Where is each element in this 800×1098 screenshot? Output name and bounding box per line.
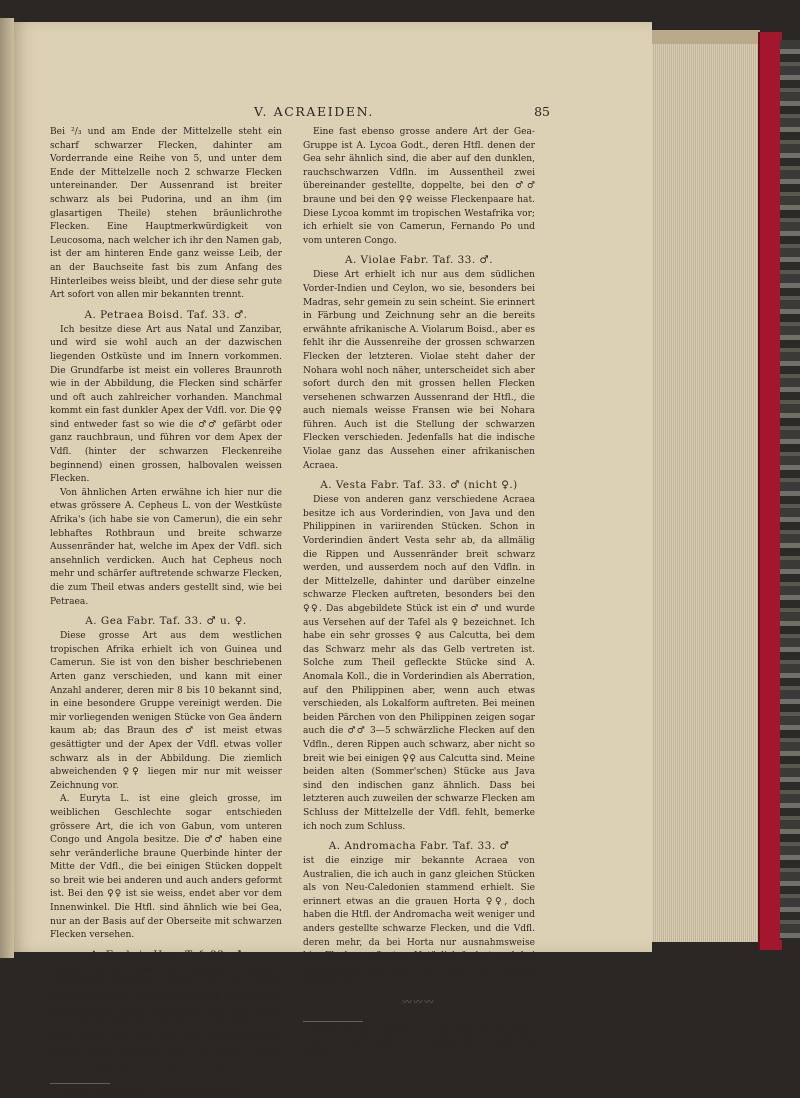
paragraph: Diese grosse Art aus dem westlichen tropischen Afrika erhielt ich von Guinea und Camerun. Sie ist von den bisher beschriebenen Arten ganz verschieden, und kann mit einer Anzahl anderer, deren mir 8 bis 10 bekannt sind, in eine besondere Gruppe vereinigt werden. Die mir vorliegenden wenigen Stücke von Gea ändern kaum ab; das Braun des ♂ ist meist etwas gesättigter und der Apex der Vdfl. etwas voller schwarz als in der Abbildung. Die ziemlich abweichenden ♀♀ liegen mir nur mit weisser Zeichnung vor. <box>50 631 282 791</box>
paragraph: Ich besitze diese Art aus Natal und Zanzibar, und wird sie wohl auch an der dazwischen liegenden Ostküste und im Innern vorkommen. Die Grundfarbe ist meist ein volleres Braunroth wie in der Abbildung, die Flecken sind schärfer und oft auch zahlreicher vorhanden. Manchmal kommt ein fast dunkler Apex der Vdfl. vor. Die ♀♀ sind entweder fast so wie die ♂♂ gefärbt oder ganz rauchbraun, und führen vor dem Apex der Vdfl. (hinter der schwarzen Fleckenreihe beginnend) einen grossen, halbovalen weissen Flecken. <box>50 324 282 485</box>
paragraph: Eine fast ebenso grosse andere Art der Gea-Gruppe ist A. Lycoa Godt., deren Htfl. denen der Gea sehr ähnlich sind, die aber auf den dunklen, rauchschwarzen Vdfln. im Aussentheil zwei übereinander gestellte, doppelte, bei den ♂♂ braune und bei den ♀♀ weisse Fleckenpaare hat. Diese Lycoa kommt im tropischen Westafrika vor; ich erhielt sie von Camerun, Fernando Po und vom unteren Congo. <box>303 127 535 246</box>
paragraph: ist die einzige mir bekannte Acraea von Australien, die ich auch in ganz gleichen Stücken als von Neu-Caledonien stammend erhielt. Sie erinnert etwas an die grauen Horta ♀♀, doch haben die Htfl. der Andromacha weit weniger und anders gestellte schwarze Flecken, und die Vdfl. deren mehr, da bei Horta nur ausnahmsweise hier Flecken auftreten. Natürlich ändert auch bei Andromacha die Zahl und Form der Flecken ziemlich ab. <box>303 856 536 989</box>
species-heading: A. Petraea Boisd. Taf. 33. ♂. <box>84 308 248 321</box>
footnote-rule <box>303 1021 363 1022</box>
paragraph: A. Euryta L. ist eine gleich grosse, im weiblichen Geschlechte sogar entschieden grössere Art, die ich von Gabun, vom unteren Congo und Angola besitze. Die ♂♂ haben eine sehr veränderliche braune Querbinde hinter der Mitte der Vdfl., die bei einigen Stücken doppelt so breit wie bei anderen und auch anders geformt ist. Bei den ♀♀ ist sie weiss, endet aber vor dem Innenwinkel. Die Htfl. sind ähnlich wie bei Gea, nur an der Basis auf der Oberseite mit schwarzen Flecken versehen. <box>50 794 282 941</box>
page-block-edge <box>652 30 760 942</box>
paragraph: Von ähnlichen Arten erwähne ich hier nur die etwas grössere A. Cepheus L. von der Westküste Afrika's (ich habe sie von Camerun), die ein sehr lebhaftes Rothbraun und breite schwarze Aussenränder hat, welche im Apex der Vdfl. sich ansehnlich verdicken. Auch hat Cepheus noch mehr und schärfer auftretende schwarze Flecken, die zum Theil etwas anders gestellt sind, wie bei Petraea. <box>50 487 282 607</box>
page-header <box>100 104 550 122</box>
book-cover-red-edge <box>758 32 782 950</box>
paragraph: Bei ²/₃ und am Ende der Mittelzelle steht ein scharf schwarzer Flecken, dahinter am Vorderrande eine Reihe von 5, und unter dem Ende der Mittelzelle noch 2 schwarze Flecken untereinander. Der Aussenrand ist breiter schwarz als bei Pudorina, und an ihm (im glasartigen Theile) stehen bräunlichrothe Flecken. Eine Hauptmerkwürdigkeit von Leucosoma, nach welcher ich ihr den Namen gab, ist der am hinteren Ende ganz weisse Leib, der an der Bauchseite fast bis zum Anfang des Hinterleibes weiss bleibt, und der diese sehr gute Art sofort von allen mir bekannten trennt. <box>50 127 282 301</box>
species-heading: A. Andromacha Fabr. Taf. 33. ♂ <box>328 840 510 853</box>
species-heading: A. Esebria Hew. Taf. 33. ♂ <box>90 948 242 961</box>
page-number: 85 <box>534 104 550 119</box>
species-heading: A. Vesta Fabr. Taf. 33. ♂ (nicht ♀.) <box>320 479 518 492</box>
footnote: Violae von viola, Veilchen. — Vesta, Göttin des häuslichen Feuers. — Andromacha oder Andromache, Gemahlin des Hector. <box>303 1025 535 1056</box>
page-block-top <box>652 30 760 44</box>
marbled-cover <box>780 40 800 940</box>
running-title: V. ACRAEIDEN. <box>254 104 374 119</box>
paragraph: Diese von anderen ganz verschiedene Acraea besitze ich aus Vorderindien, von Java und den Philippinen in variirenden Stücken. Schon in Vorderindien ändert Vesta sehr ab, da allmälig die Rippen und Aussenränder breit schwarz werden, und ausserdem noch auf den Vdfln. in der Mittelzelle, dahinter und darüber einzelne schwarze Flecken auftreten, besonders bei den ♀♀. Das abgebildete Stück ist ein ♂ und wurde aus Versehen auf der Tafel als ♀ bezeichnet. Ich habe ein sehr grosses ♀ aus Calcutta, bei dem das Schwarz mehr als das Gelb vertreten ist. Solche zum Theil gefleckte Stücke sind A. Anomala Koll., die in Vorderindien als Aberration, auf den Philippinen aber, wenn auch etwas verschieden, als Lokalform auftreten. Bei meinen beiden Pärchen von den Philippinen zeigen sogar auch die ♂♂ 3—5 schwärzliche Flecken auf den Vdfln., deren Rippen auch schwarz, aber nicht so breit wie bei einigen ♀♀ aus Calcutta sind. Meine beiden alten (Sommer'schen) Stücke aus Java sind den indischen ganz ähnlich. Dass bei letzteren auch zuweilen der schwarze Flecken am Schluss der Mittelzelle der Vdfl. fehlt, bemerke ich noch zum Schluss. <box>303 495 535 832</box>
footnote-rule <box>50 1083 110 1084</box>
facing-page-edge <box>0 18 14 958</box>
species-heading: A. Gea Fabr. Taf. 33. ♂ u. ♀. <box>85 615 247 628</box>
species-heading: A. Violae Fabr. Taf. 33. ♂. <box>344 254 494 267</box>
paragraph: besitze ich von Natal und Angola in ziemlich variirenden Stücken. Meist sind die hellen Zeichnungen der ♂♂ matt lehmgelb wie bei dem abgebildeten Stücke; ich erhielt aber auch braun gezeichnete ♂♂. Bei den ♀♀ ist das Apicalband stets weiss, die Htfl. und der Innenrandsfleck bleiben meist gelblich, aber bei einem Stücke sind sie weiss, bei einem andern bräunlich. <box>50 964 282 1070</box>
right-column <box>303 126 535 1057</box>
paragraph: Diese Art erhielt ich nur aus dem südlichen Vorder-Indien und Ceylon, wo sie, besonders bei Madras, sehr gemein zu sein scheint. Sie erinnert in Färbung und Zeichnung sehr an die bereits erwähnte afrikanische A. Violarum Boisd., aber es fehlt ihr die Aussenreihe der grossen schwarzen Flecken der letzteren. Violae steht daher der Nohara wohl noch näher, unterscheidet sich aber sofort durch den mit grossen hellen Flecken versehenen schwarzen Aussenrand der Htfl., die auch niemals weisse Fransen wie bei Nohara führen. Auch ist die Stellung der schwarzen Flecken verschieden. Jedenfalls hat die indische Violae ganz das Aussehen einer afrikanischen Acraea. <box>303 270 535 471</box>
ornament-divider: 〰〰〰 <box>402 998 436 1009</box>
left-column <box>50 126 282 1098</box>
footnote: Petraea, steinig, felsig; — Gea, Stadt in Arabien. <box>60 1087 242 1097</box>
